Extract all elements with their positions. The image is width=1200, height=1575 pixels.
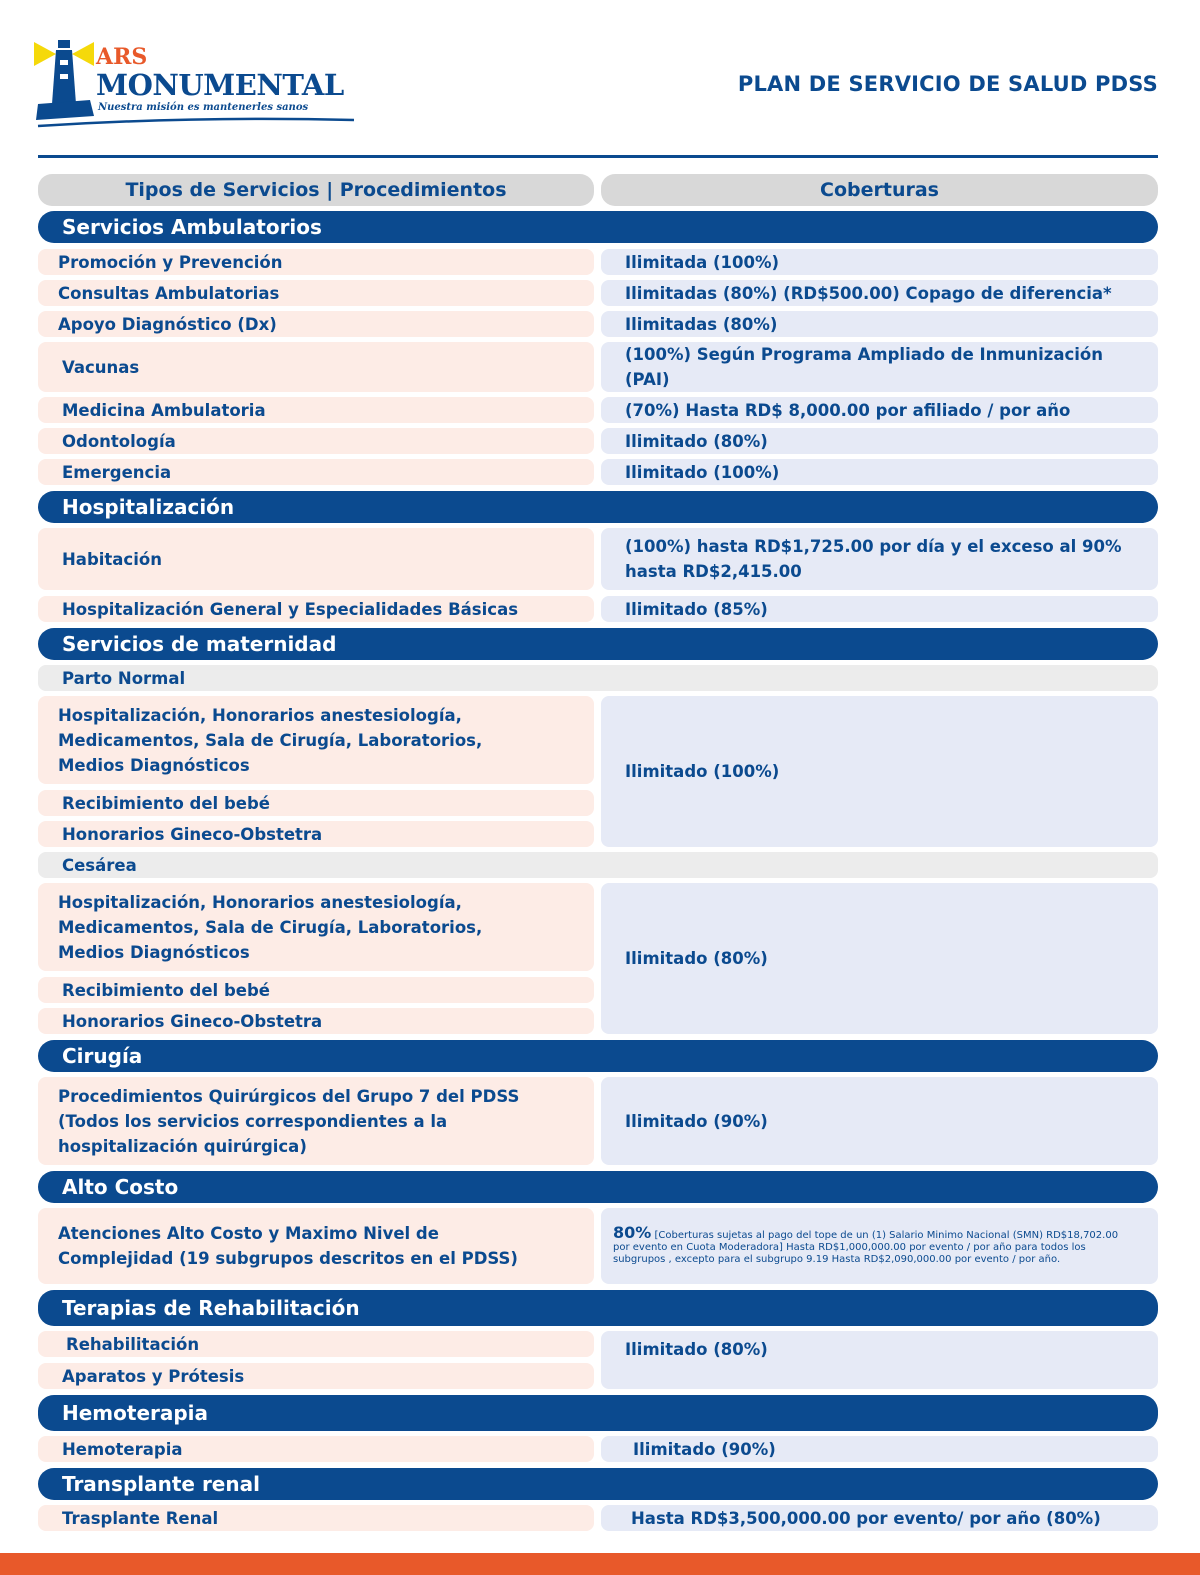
service-cell: Emergencia xyxy=(38,459,594,485)
service-cell: Vacunas xyxy=(38,342,594,392)
service-cell: Apoyo Diagnóstico (Dx) xyxy=(38,311,594,337)
coverage-group-rehabilitacion xyxy=(38,1331,1158,1389)
table-row xyxy=(38,397,1158,423)
section-header-cirugia: Cirugía xyxy=(38,1040,1158,1072)
service-cell: Recibimiento del bebé xyxy=(38,790,594,816)
coverage-cell xyxy=(601,1208,1158,1284)
coverage-cell: Ilimitado (90%) xyxy=(601,1077,1158,1165)
coverage-cell: (100%) hasta RD$1,725.00 por día y el exceso al 90% hasta RD$2,415.00 xyxy=(601,528,1158,590)
service-cell: Aparatos y Prótesis xyxy=(38,1363,594,1389)
logo-ars-text: ARS xyxy=(96,44,148,70)
logo-brand-name: MONUMENTAL xyxy=(96,68,344,102)
coverage-cell: Ilimitado (100%) xyxy=(601,696,1158,847)
section-header-rehabilitacion: Terapias de Rehabilitación xyxy=(38,1290,1158,1326)
coverage-group-cesarea xyxy=(38,883,1158,1034)
coverage-cell: (100%) Según Programa Ampliado de Inmunización (PAI) xyxy=(601,342,1158,392)
service-cell: Hospitalización, Honorarios anestesiología, Medicamentos, Sala de Cirugía, Laboratorios, Medios Diagnósticos xyxy=(38,696,594,784)
section-header-hospitalizacion: Hospitalización xyxy=(38,491,1158,523)
service-cell: Procedimientos Quirúrgicos del Grupo 7 del PDSS (Todos los servicios correspondientes a la hospitalización quirúrgica) xyxy=(38,1077,594,1165)
coverage-cell: Ilimitado (80%) xyxy=(601,883,1158,1034)
service-cell: Habitación xyxy=(38,528,594,590)
table-row xyxy=(38,459,1158,485)
table-row xyxy=(38,280,1158,306)
header-divider xyxy=(38,155,1158,158)
service-cell: Atenciones Alto Costo y Maximo Nivel de Complejidad (19 subgrupos descritos en el PDSS) xyxy=(38,1208,594,1284)
column-header-coverage: Coberturas xyxy=(601,174,1158,206)
coverage-cell: Ilimitado (80%) xyxy=(601,1331,1158,1389)
coverage-group-parto xyxy=(38,696,1158,847)
service-cell: Rehabilitación xyxy=(38,1331,594,1357)
coverage-percent: 80% xyxy=(613,1222,652,1242)
coverage-note xyxy=(613,1222,1128,1266)
service-cell: Promoción y Prevención xyxy=(38,249,594,275)
page-title: PLAN DE SERVICIO DE SALUD PDSS xyxy=(737,72,1158,96)
table-row xyxy=(38,311,1158,337)
section-header-transplante: Transplante renal xyxy=(38,1468,1158,1500)
table-row xyxy=(38,342,1158,392)
section-header-alto-costo: Alto Costo xyxy=(38,1171,1158,1203)
service-cell: Medicina Ambulatoria xyxy=(38,397,594,423)
service-cell: Trasplante Renal xyxy=(38,1505,594,1531)
coverage-note-text: [Coberturas sujetas al pago del tope de un (1) Salario Minimo Nacional (SMN) RD$18,702.00 por evento en Cuota Moderadora] Hasta RD$1,000,000.00 por evento / por año para todos los subgrupos , excepto para el subgrupo 9.19 Hasta RD$2,090,000.00 por evento / por año. xyxy=(613,1229,1119,1265)
service-cell: Hospitalización General y Especialidades Básicas xyxy=(38,596,594,622)
ars-monumental-logo xyxy=(34,34,364,134)
coverage-cell: Ilimitado (90%) xyxy=(601,1436,1158,1462)
coverage-cell: Hasta RD$3,500,000.00 por evento/ por año (80%) xyxy=(601,1505,1158,1531)
column-header-services: Tipos de Servicios | Procedimientos xyxy=(38,174,594,206)
table-row xyxy=(38,1436,1158,1462)
service-cell: Odontología xyxy=(38,428,594,454)
section-header-ambulatorios: Servicios Ambulatorios xyxy=(38,211,1158,243)
section-header-hemoterapia: Hemoterapia xyxy=(38,1395,1158,1431)
coverage-cell: Ilimitadas (80%) (RD$500.00) Copago de diferencia* xyxy=(601,280,1158,306)
logo-tagline: Nuestra misión es mantenerles sanos xyxy=(98,102,309,113)
service-cell: Hemoterapia xyxy=(38,1436,594,1462)
table-header xyxy=(38,174,1158,206)
table-row xyxy=(38,596,1158,622)
coverage-cell: Ilimitado (100%) xyxy=(601,459,1158,485)
coverage-cell: Ilimitadas (80%) xyxy=(601,311,1158,337)
footer-accent-bar xyxy=(0,1553,1200,1575)
service-cell: Honorarios Gineco-Obstetra xyxy=(38,1008,594,1034)
service-cell: Consultas Ambulatorias xyxy=(38,280,594,306)
coverage-cell: (70%) Hasta RD$ 8,000.00 por afiliado / por año xyxy=(601,397,1158,423)
section-header-maternidad: Servicios de maternidad xyxy=(38,628,1158,660)
coverage-cell: Ilimitado (85%) xyxy=(601,596,1158,622)
table-row xyxy=(38,428,1158,454)
service-cell: Hospitalización, Honorarios anestesiología, Medicamentos, Sala de Cirugía, Laboratorios, Medios Diagnósticos xyxy=(38,883,594,971)
coverage-cell: Ilimitado (80%) xyxy=(601,428,1158,454)
service-cell: Honorarios Gineco-Obstetra xyxy=(38,821,594,847)
coverage-cell: Ilimitada (100%) xyxy=(601,249,1158,275)
table-row xyxy=(38,1208,1158,1284)
table-row xyxy=(38,528,1158,590)
table-row xyxy=(38,1077,1158,1165)
table-row xyxy=(38,249,1158,275)
service-cell: Recibimiento del bebé xyxy=(38,977,594,1003)
table-row xyxy=(38,1505,1158,1531)
subsection-parto-normal: Parto Normal xyxy=(38,665,1158,691)
subsection-cesarea: Cesárea xyxy=(38,852,1158,878)
